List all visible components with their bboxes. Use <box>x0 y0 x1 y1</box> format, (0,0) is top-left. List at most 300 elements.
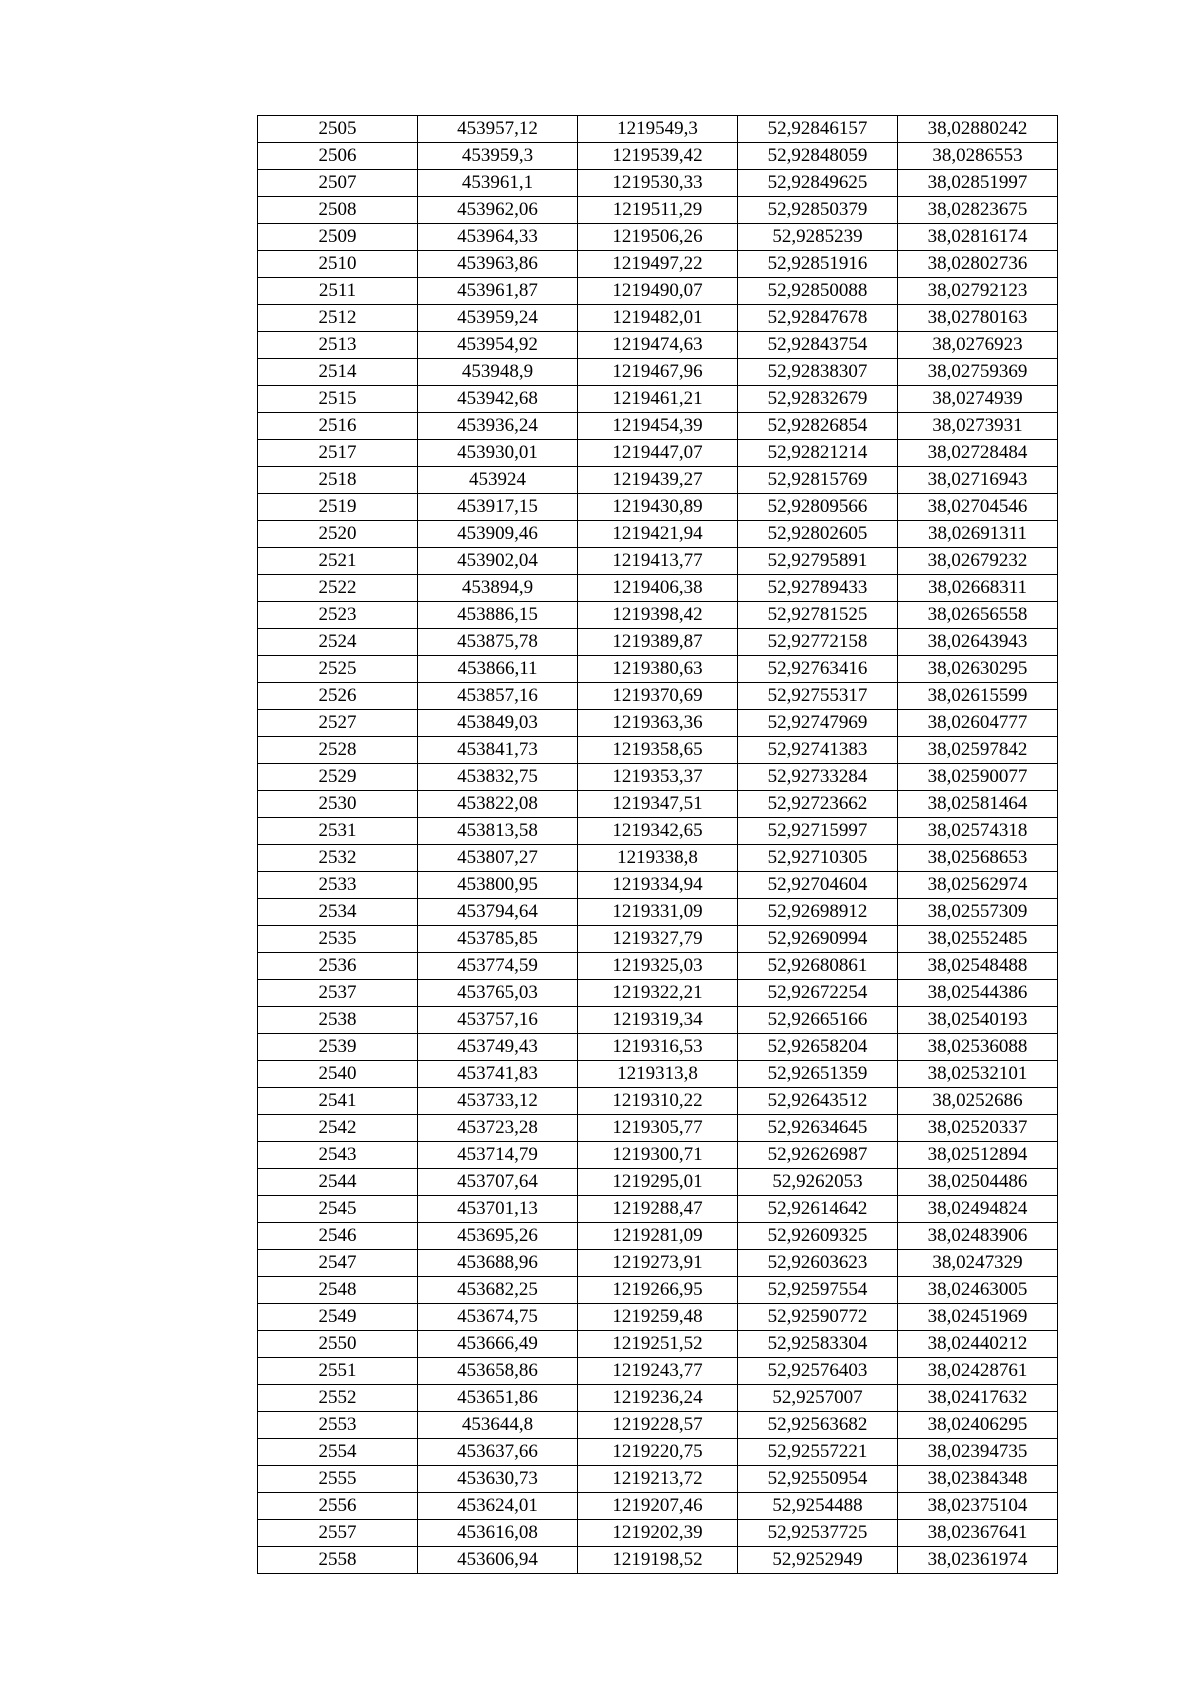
y-coordinate-cell: 1219474,63 <box>578 332 738 359</box>
point-number-cell: 2540 <box>258 1061 418 1088</box>
x-coordinate-cell: 453749,43 <box>418 1034 578 1061</box>
x-coordinate-cell: 453942,68 <box>418 386 578 413</box>
y-coordinate-cell: 1219331,09 <box>578 899 738 926</box>
table-row <box>258 845 1058 872</box>
x-coordinate-cell: 453674,75 <box>418 1304 578 1331</box>
y-coordinate-cell: 1219363,36 <box>578 710 738 737</box>
y-coordinate-cell: 1219413,77 <box>578 548 738 575</box>
point-number-cell: 2537 <box>258 980 418 1007</box>
latitude-cell: 52,9252949 <box>738 1547 898 1574</box>
table-row <box>258 386 1058 413</box>
latitude-cell: 52,92557221 <box>738 1439 898 1466</box>
point-number-cell: 2534 <box>258 899 418 926</box>
latitude-cell: 52,92690994 <box>738 926 898 953</box>
table-row <box>258 413 1058 440</box>
longitude-cell: 38,02548488 <box>898 953 1058 980</box>
point-number-cell: 2517 <box>258 440 418 467</box>
x-coordinate-cell: 453658,86 <box>418 1358 578 1385</box>
longitude-cell: 38,02728484 <box>898 440 1058 467</box>
latitude-cell: 52,92715997 <box>738 818 898 845</box>
y-coordinate-cell: 1219322,21 <box>578 980 738 1007</box>
x-coordinate-cell: 453963,86 <box>418 251 578 278</box>
y-coordinate-cell: 1219370,69 <box>578 683 738 710</box>
latitude-cell: 52,92763416 <box>738 656 898 683</box>
latitude-cell: 52,92815769 <box>738 467 898 494</box>
latitude-cell: 52,92590772 <box>738 1304 898 1331</box>
latitude-cell: 52,92781525 <box>738 602 898 629</box>
y-coordinate-cell: 1219220,75 <box>578 1439 738 1466</box>
x-coordinate-cell: 453774,59 <box>418 953 578 980</box>
x-coordinate-cell: 453866,11 <box>418 656 578 683</box>
longitude-cell: 38,02504486 <box>898 1169 1058 1196</box>
point-number-cell: 2535 <box>258 926 418 953</box>
x-coordinate-cell: 453959,3 <box>418 143 578 170</box>
y-coordinate-cell: 1219198,52 <box>578 1547 738 1574</box>
y-coordinate-cell: 1219439,27 <box>578 467 738 494</box>
x-coordinate-cell: 453924 <box>418 467 578 494</box>
longitude-cell: 38,02536088 <box>898 1034 1058 1061</box>
y-coordinate-cell: 1219251,52 <box>578 1331 738 1358</box>
x-coordinate-cell: 453957,12 <box>418 116 578 143</box>
table-row <box>258 1277 1058 1304</box>
table-row <box>258 1223 1058 1250</box>
y-coordinate-cell: 1219467,96 <box>578 359 738 386</box>
longitude-cell: 38,02428761 <box>898 1358 1058 1385</box>
y-coordinate-cell: 1219482,01 <box>578 305 738 332</box>
x-coordinate-cell: 453765,03 <box>418 980 578 1007</box>
x-coordinate-cell: 453741,83 <box>418 1061 578 1088</box>
latitude-cell: 52,92626987 <box>738 1142 898 1169</box>
point-number-cell: 2522 <box>258 575 418 602</box>
y-coordinate-cell: 1219273,91 <box>578 1250 738 1277</box>
latitude-cell: 52,92609325 <box>738 1223 898 1250</box>
y-coordinate-cell: 1219497,22 <box>578 251 738 278</box>
y-coordinate-cell: 1219295,01 <box>578 1169 738 1196</box>
x-coordinate-cell: 453666,49 <box>418 1331 578 1358</box>
longitude-cell: 38,0276923 <box>898 332 1058 359</box>
table-row <box>258 629 1058 656</box>
longitude-cell: 38,02716943 <box>898 467 1058 494</box>
y-coordinate-cell: 1219300,71 <box>578 1142 738 1169</box>
latitude-cell: 52,92597554 <box>738 1277 898 1304</box>
x-coordinate-cell: 453637,66 <box>418 1439 578 1466</box>
longitude-cell: 38,02451969 <box>898 1304 1058 1331</box>
x-coordinate-cell: 453894,9 <box>418 575 578 602</box>
x-coordinate-cell: 453682,25 <box>418 1277 578 1304</box>
latitude-cell: 52,92849625 <box>738 170 898 197</box>
y-coordinate-cell: 1219406,38 <box>578 575 738 602</box>
point-number-cell: 2511 <box>258 278 418 305</box>
table-row <box>258 1169 1058 1196</box>
coordinates-table <box>257 115 1058 1574</box>
x-coordinate-cell: 453948,9 <box>418 359 578 386</box>
x-coordinate-cell: 453624,01 <box>418 1493 578 1520</box>
y-coordinate-cell: 1219228,57 <box>578 1412 738 1439</box>
point-number-cell: 2521 <box>258 548 418 575</box>
longitude-cell: 38,02494824 <box>898 1196 1058 1223</box>
x-coordinate-cell: 453961,87 <box>418 278 578 305</box>
longitude-cell: 38,02512894 <box>898 1142 1058 1169</box>
table-row <box>258 602 1058 629</box>
latitude-cell: 52,92826854 <box>738 413 898 440</box>
table-row <box>258 1061 1058 1088</box>
longitude-cell: 38,02823675 <box>898 197 1058 224</box>
x-coordinate-cell: 453909,46 <box>418 521 578 548</box>
x-coordinate-cell: 453644,8 <box>418 1412 578 1439</box>
y-coordinate-cell: 1219549,3 <box>578 116 738 143</box>
point-number-cell: 2525 <box>258 656 418 683</box>
y-coordinate-cell: 1219421,94 <box>578 521 738 548</box>
longitude-cell: 38,0247329 <box>898 1250 1058 1277</box>
y-coordinate-cell: 1219347,51 <box>578 791 738 818</box>
latitude-cell: 52,9257007 <box>738 1385 898 1412</box>
table-row <box>258 683 1058 710</box>
latitude-cell: 52,92643512 <box>738 1088 898 1115</box>
latitude-cell: 52,92651359 <box>738 1061 898 1088</box>
latitude-cell: 52,92802605 <box>738 521 898 548</box>
table-row <box>258 872 1058 899</box>
longitude-cell: 38,02483906 <box>898 1223 1058 1250</box>
longitude-cell: 38,02656558 <box>898 602 1058 629</box>
longitude-cell: 38,02590077 <box>898 764 1058 791</box>
point-number-cell: 2523 <box>258 602 418 629</box>
latitude-cell: 52,92723662 <box>738 791 898 818</box>
longitude-cell: 38,02581464 <box>898 791 1058 818</box>
y-coordinate-cell: 1219207,46 <box>578 1493 738 1520</box>
point-number-cell: 2545 <box>258 1196 418 1223</box>
point-number-cell: 2516 <box>258 413 418 440</box>
table-row <box>258 548 1058 575</box>
y-coordinate-cell: 1219342,65 <box>578 818 738 845</box>
x-coordinate-cell: 453794,64 <box>418 899 578 926</box>
table-row <box>258 170 1058 197</box>
longitude-cell: 38,02668311 <box>898 575 1058 602</box>
y-coordinate-cell: 1219353,37 <box>578 764 738 791</box>
x-coordinate-cell: 453961,1 <box>418 170 578 197</box>
table-row <box>258 1034 1058 1061</box>
longitude-cell: 38,02544386 <box>898 980 1058 1007</box>
longitude-cell: 38,0274939 <box>898 386 1058 413</box>
x-coordinate-cell: 453822,08 <box>418 791 578 818</box>
y-coordinate-cell: 1219490,07 <box>578 278 738 305</box>
x-coordinate-cell: 453807,27 <box>418 845 578 872</box>
longitude-cell: 38,02540193 <box>898 1007 1058 1034</box>
latitude-cell: 52,92634645 <box>738 1115 898 1142</box>
latitude-cell: 52,92850379 <box>738 197 898 224</box>
latitude-cell: 52,92851916 <box>738 251 898 278</box>
point-number-cell: 2547 <box>258 1250 418 1277</box>
latitude-cell: 52,92850088 <box>738 278 898 305</box>
table-row <box>258 818 1058 845</box>
x-coordinate-cell: 453800,95 <box>418 872 578 899</box>
longitude-cell: 38,02679232 <box>898 548 1058 575</box>
x-coordinate-cell: 453606,94 <box>418 1547 578 1574</box>
table-row <box>258 305 1058 332</box>
point-number-cell: 2554 <box>258 1439 418 1466</box>
table-row <box>258 1520 1058 1547</box>
latitude-cell: 52,92698912 <box>738 899 898 926</box>
table-row <box>258 251 1058 278</box>
y-coordinate-cell: 1219305,77 <box>578 1115 738 1142</box>
latitude-cell: 52,92846157 <box>738 116 898 143</box>
latitude-cell: 52,92847678 <box>738 305 898 332</box>
latitude-cell: 52,92710305 <box>738 845 898 872</box>
latitude-cell: 52,9262053 <box>738 1169 898 1196</box>
longitude-cell: 38,02574318 <box>898 818 1058 845</box>
point-number-cell: 2528 <box>258 737 418 764</box>
table-row <box>258 953 1058 980</box>
y-coordinate-cell: 1219202,39 <box>578 1520 738 1547</box>
latitude-cell: 52,92576403 <box>738 1358 898 1385</box>
x-coordinate-cell: 453930,01 <box>418 440 578 467</box>
latitude-cell: 52,9254488 <box>738 1493 898 1520</box>
point-number-cell: 2542 <box>258 1115 418 1142</box>
point-number-cell: 2530 <box>258 791 418 818</box>
table-row <box>258 1547 1058 1574</box>
table-row <box>258 359 1058 386</box>
point-number-cell: 2556 <box>258 1493 418 1520</box>
table-row <box>258 521 1058 548</box>
point-number-cell: 2526 <box>258 683 418 710</box>
x-coordinate-cell: 453841,73 <box>418 737 578 764</box>
table-row <box>258 1439 1058 1466</box>
x-coordinate-cell: 453757,16 <box>418 1007 578 1034</box>
latitude-cell: 52,92603623 <box>738 1250 898 1277</box>
point-number-cell: 2508 <box>258 197 418 224</box>
x-coordinate-cell: 453616,08 <box>418 1520 578 1547</box>
latitude-cell: 52,92537725 <box>738 1520 898 1547</box>
y-coordinate-cell: 1219506,26 <box>578 224 738 251</box>
y-coordinate-cell: 1219461,21 <box>578 386 738 413</box>
table-row <box>258 1358 1058 1385</box>
point-number-cell: 2518 <box>258 467 418 494</box>
y-coordinate-cell: 1219334,94 <box>578 872 738 899</box>
longitude-cell: 38,02394735 <box>898 1439 1058 1466</box>
point-number-cell: 2510 <box>258 251 418 278</box>
point-number-cell: 2543 <box>258 1142 418 1169</box>
point-number-cell: 2557 <box>258 1520 418 1547</box>
x-coordinate-cell: 453714,79 <box>418 1142 578 1169</box>
longitude-cell: 38,02630295 <box>898 656 1058 683</box>
latitude-cell: 52,92733284 <box>738 764 898 791</box>
latitude-cell: 52,92821214 <box>738 440 898 467</box>
latitude-cell: 52,92809566 <box>738 494 898 521</box>
latitude-cell: 52,92848059 <box>738 143 898 170</box>
x-coordinate-cell: 453733,12 <box>418 1088 578 1115</box>
table-row <box>258 575 1058 602</box>
table-row <box>258 1466 1058 1493</box>
y-coordinate-cell: 1219313,8 <box>578 1061 738 1088</box>
table-row <box>258 1304 1058 1331</box>
latitude-cell: 52,92680861 <box>738 953 898 980</box>
longitude-cell: 38,02880242 <box>898 116 1058 143</box>
longitude-cell: 38,02361974 <box>898 1547 1058 1574</box>
point-number-cell: 2520 <box>258 521 418 548</box>
longitude-cell: 38,02691311 <box>898 521 1058 548</box>
latitude-cell: 52,92741383 <box>738 737 898 764</box>
longitude-cell: 38,02780163 <box>898 305 1058 332</box>
table-row <box>258 1142 1058 1169</box>
x-coordinate-cell: 453813,58 <box>418 818 578 845</box>
table-row <box>258 197 1058 224</box>
y-coordinate-cell: 1219325,03 <box>578 953 738 980</box>
latitude-cell: 52,92704604 <box>738 872 898 899</box>
y-coordinate-cell: 1219243,77 <box>578 1358 738 1385</box>
point-number-cell: 2538 <box>258 1007 418 1034</box>
latitude-cell: 52,92665166 <box>738 1007 898 1034</box>
latitude-cell: 52,92795891 <box>738 548 898 575</box>
latitude-cell: 52,92755317 <box>738 683 898 710</box>
table-row <box>258 1196 1058 1223</box>
latitude-cell: 52,92672254 <box>738 980 898 1007</box>
latitude-cell: 52,92658204 <box>738 1034 898 1061</box>
x-coordinate-cell: 453695,26 <box>418 1223 578 1250</box>
y-coordinate-cell: 1219316,53 <box>578 1034 738 1061</box>
x-coordinate-cell: 453959,24 <box>418 305 578 332</box>
table-row <box>258 224 1058 251</box>
longitude-cell: 38,02816174 <box>898 224 1058 251</box>
y-coordinate-cell: 1219539,42 <box>578 143 738 170</box>
point-number-cell: 2524 <box>258 629 418 656</box>
table-row <box>258 1088 1058 1115</box>
table-row <box>258 764 1058 791</box>
latitude-cell: 52,92563682 <box>738 1412 898 1439</box>
table-row <box>258 1493 1058 1520</box>
point-number-cell: 2549 <box>258 1304 418 1331</box>
longitude-cell: 38,02417632 <box>898 1385 1058 1412</box>
point-number-cell: 2519 <box>258 494 418 521</box>
point-number-cell: 2532 <box>258 845 418 872</box>
longitude-cell: 38,02367641 <box>898 1520 1058 1547</box>
y-coordinate-cell: 1219430,89 <box>578 494 738 521</box>
point-number-cell: 2515 <box>258 386 418 413</box>
point-number-cell: 2529 <box>258 764 418 791</box>
point-number-cell: 2531 <box>258 818 418 845</box>
point-number-cell: 2527 <box>258 710 418 737</box>
longitude-cell: 38,02851997 <box>898 170 1058 197</box>
point-number-cell: 2552 <box>258 1385 418 1412</box>
point-number-cell: 2546 <box>258 1223 418 1250</box>
latitude-cell: 52,92747969 <box>738 710 898 737</box>
longitude-cell: 38,02792123 <box>898 278 1058 305</box>
point-number-cell: 2512 <box>258 305 418 332</box>
point-number-cell: 2505 <box>258 116 418 143</box>
longitude-cell: 38,02375104 <box>898 1493 1058 1520</box>
x-coordinate-cell: 453954,92 <box>418 332 578 359</box>
x-coordinate-cell: 453886,15 <box>418 602 578 629</box>
table-row <box>258 440 1058 467</box>
longitude-cell: 38,02552485 <box>898 926 1058 953</box>
point-number-cell: 2548 <box>258 1277 418 1304</box>
y-coordinate-cell: 1219327,79 <box>578 926 738 953</box>
latitude-cell: 52,92843754 <box>738 332 898 359</box>
x-coordinate-cell: 453964,33 <box>418 224 578 251</box>
table-row <box>258 1385 1058 1412</box>
point-number-cell: 2509 <box>258 224 418 251</box>
x-coordinate-cell: 453857,16 <box>418 683 578 710</box>
latitude-cell: 52,92789433 <box>738 575 898 602</box>
x-coordinate-cell: 453701,13 <box>418 1196 578 1223</box>
table-row <box>258 1331 1058 1358</box>
longitude-cell: 38,02597842 <box>898 737 1058 764</box>
y-coordinate-cell: 1219358,65 <box>578 737 738 764</box>
y-coordinate-cell: 1219511,29 <box>578 197 738 224</box>
point-number-cell: 2551 <box>258 1358 418 1385</box>
latitude-cell: 52,92614642 <box>738 1196 898 1223</box>
table-row <box>258 1115 1058 1142</box>
table-row <box>258 1412 1058 1439</box>
point-number-cell: 2506 <box>258 143 418 170</box>
longitude-cell: 38,0252686 <box>898 1088 1058 1115</box>
longitude-cell: 38,02604777 <box>898 710 1058 737</box>
latitude-cell: 52,92772158 <box>738 629 898 656</box>
table-row <box>258 656 1058 683</box>
y-coordinate-cell: 1219259,48 <box>578 1304 738 1331</box>
point-number-cell: 2514 <box>258 359 418 386</box>
table-row <box>258 980 1058 1007</box>
table-row <box>258 737 1058 764</box>
y-coordinate-cell: 1219380,63 <box>578 656 738 683</box>
x-coordinate-cell: 453902,04 <box>418 548 578 575</box>
table-row <box>258 926 1058 953</box>
table-row <box>258 899 1058 926</box>
y-coordinate-cell: 1219319,34 <box>578 1007 738 1034</box>
point-number-cell: 2536 <box>258 953 418 980</box>
point-number-cell: 2539 <box>258 1034 418 1061</box>
longitude-cell: 38,02440212 <box>898 1331 1058 1358</box>
x-coordinate-cell: 453832,75 <box>418 764 578 791</box>
x-coordinate-cell: 453917,15 <box>418 494 578 521</box>
table-row <box>258 116 1058 143</box>
point-number-cell: 2558 <box>258 1547 418 1574</box>
point-number-cell: 2550 <box>258 1331 418 1358</box>
longitude-cell: 38,02384348 <box>898 1466 1058 1493</box>
x-coordinate-cell: 453849,03 <box>418 710 578 737</box>
table-row <box>258 494 1058 521</box>
x-coordinate-cell: 453875,78 <box>418 629 578 656</box>
y-coordinate-cell: 1219454,39 <box>578 413 738 440</box>
x-coordinate-cell: 453651,86 <box>418 1385 578 1412</box>
latitude-cell: 52,92550954 <box>738 1466 898 1493</box>
y-coordinate-cell: 1219398,42 <box>578 602 738 629</box>
longitude-cell: 38,02406295 <box>898 1412 1058 1439</box>
longitude-cell: 38,02704546 <box>898 494 1058 521</box>
x-coordinate-cell: 453785,85 <box>418 926 578 953</box>
longitude-cell: 38,0273931 <box>898 413 1058 440</box>
y-coordinate-cell: 1219266,95 <box>578 1277 738 1304</box>
longitude-cell: 38,02802736 <box>898 251 1058 278</box>
table-row <box>258 278 1058 305</box>
longitude-cell: 38,02615599 <box>898 683 1058 710</box>
table-row <box>258 710 1058 737</box>
point-number-cell: 2544 <box>258 1169 418 1196</box>
y-coordinate-cell: 1219288,47 <box>578 1196 738 1223</box>
x-coordinate-cell: 453688,96 <box>418 1250 578 1277</box>
longitude-cell: 38,02532101 <box>898 1061 1058 1088</box>
y-coordinate-cell: 1219213,72 <box>578 1466 738 1493</box>
longitude-cell: 38,02520337 <box>898 1115 1058 1142</box>
longitude-cell: 38,02463005 <box>898 1277 1058 1304</box>
y-coordinate-cell: 1219338,8 <box>578 845 738 872</box>
latitude-cell: 52,92838307 <box>738 359 898 386</box>
latitude-cell: 52,9285239 <box>738 224 898 251</box>
longitude-cell: 38,02759369 <box>898 359 1058 386</box>
longitude-cell: 38,02568653 <box>898 845 1058 872</box>
table-row <box>258 1250 1058 1277</box>
x-coordinate-cell: 453962,06 <box>418 197 578 224</box>
point-number-cell: 2553 <box>258 1412 418 1439</box>
longitude-cell: 38,0286553 <box>898 143 1058 170</box>
